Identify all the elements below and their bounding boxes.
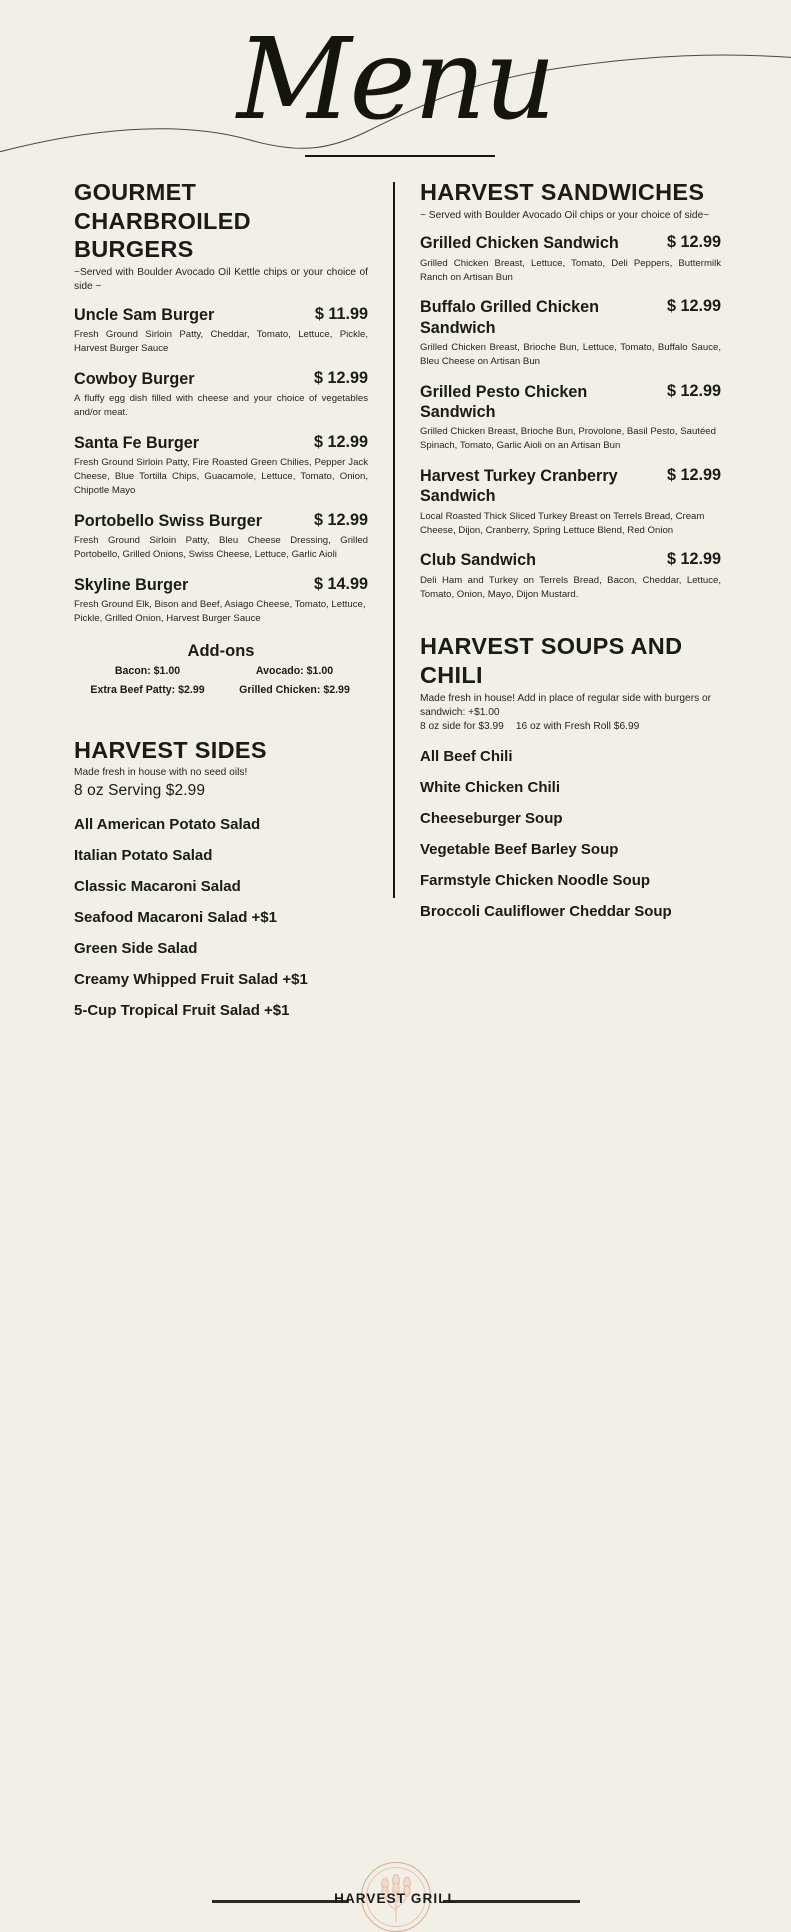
menu-item bbox=[420, 297, 721, 368]
list-item: Creamy Whipped Fruit Salad +$1 bbox=[74, 970, 308, 988]
title-underline bbox=[305, 155, 495, 157]
menu-item-description: Fresh Ground Sirloin Patty, Bleu Cheese Dressing, Grilled Portobello, Grilled Onions, Swiss Cheese, Lettuce, Garlic Aioli bbox=[74, 534, 368, 560]
menu-item-price: $ 12.99 bbox=[313, 432, 368, 451]
menu-item bbox=[420, 382, 721, 453]
menu-item-name: Grilled Pesto Chicken Sandwich bbox=[420, 382, 588, 422]
menu-item-name: Cowboy Burger bbox=[74, 369, 195, 388]
menu-item-name: Buffalo Grilled Chicken Sandwich bbox=[420, 298, 599, 337]
list-item: Italian Potato Salad bbox=[74, 846, 213, 864]
menu-item-price: $ 12.99 bbox=[666, 466, 721, 485]
addon-item: Bacon: $1.00 bbox=[114, 664, 181, 677]
sides-serving-price: 8 oz Serving $2.99 bbox=[74, 781, 206, 799]
menu-item-description: Fresh Ground Sirloin Patty, Cheddar, Tomato, Lettuce, Pickle, Harvest Burger Sauce bbox=[74, 328, 368, 354]
soup-price-small: 8 oz side for $3.99 bbox=[420, 721, 504, 733]
menu-item-head bbox=[74, 369, 368, 389]
spacer bbox=[74, 696, 368, 736]
right-column bbox=[394, 178, 791, 1033]
menu-item-price: $ 12.99 bbox=[666, 297, 721, 316]
menu-item bbox=[420, 233, 721, 284]
menu-item-description: Deli Ham and Turkey on Terrels Bread, Bacon, Cheddar, Lettuce, Tomato, Onion, Mayo, Dijon Mustard. bbox=[420, 574, 721, 600]
page-title: Menu bbox=[236, 15, 555, 145]
menu-item bbox=[74, 305, 368, 356]
brand-name: HARVEST GRILL bbox=[334, 1891, 457, 1906]
list-item: Farmstyle Chicken Noodle Soup bbox=[420, 872, 651, 890]
addon-item: Extra Beef Patty: $2.99 bbox=[90, 683, 205, 696]
page-header bbox=[0, 0, 791, 178]
menu-item-head bbox=[420, 466, 721, 507]
addons-grid bbox=[74, 665, 368, 696]
section-title-sandwiches: HARVEST SANDWICHES bbox=[420, 179, 705, 205]
menu-item-description: Fresh Ground Sirloin Patty, Fire Roasted Green Chilies, Pepper Jack Cheese, Blue Tortilla Chips, Guacamole, Lettuce, Tomato, Onion, Chipotle Mayo bbox=[74, 456, 368, 496]
menu-item-description: Grilled Chicken Breast, Lettuce, Tomato, Deli Peppers, Buttermilk Ranch on Artisan Bun bbox=[420, 257, 721, 283]
menu-item bbox=[420, 466, 721, 537]
menu-item-head bbox=[74, 511, 368, 531]
menu-item-price: $ 12.99 bbox=[666, 233, 721, 252]
menu-item-description: Grilled Chicken Breast, Brioche Bun, Lettuce, Tomato, Buffalo Sauce, Bleu Cheese on Artisan Bun bbox=[420, 341, 721, 367]
addon-item: Grilled Chicken: $2.99 bbox=[239, 683, 350, 696]
menu-item bbox=[420, 550, 721, 601]
section-title-sides: HARVEST SIDES bbox=[74, 736, 267, 763]
menu-item-head bbox=[74, 575, 368, 595]
section-note-burgers: ~Served with Boulder Avocado Oil Kettle chips or your choice of side ~ bbox=[74, 266, 368, 292]
list-item: 5-Cup Tropical Fruit Salad +$1 bbox=[74, 1001, 290, 1019]
list-item: Vegetable Beef Barley Soup bbox=[420, 841, 619, 859]
menu-item-head bbox=[420, 382, 721, 423]
soup-price-row bbox=[420, 721, 721, 732]
addon-item: Avocado: $1.00 bbox=[255, 664, 334, 677]
page-footer bbox=[0, 930, 791, 1906]
menu-item-head bbox=[420, 297, 721, 338]
menu-item-price: $ 12.99 bbox=[666, 550, 721, 569]
menu-item-name: Uncle Sam Burger bbox=[74, 305, 215, 324]
list-item: Cheeseburger Soup bbox=[420, 810, 563, 828]
list-item: Green Side Salad bbox=[74, 939, 198, 957]
list-item: Classic Macaroni Salad bbox=[74, 877, 241, 895]
menu-item-price: $ 14.99 bbox=[313, 574, 368, 593]
list-item: Seafood Macaroni Salad +$1 bbox=[74, 908, 277, 926]
menu-item-name: Harvest Turkey Cranberry Sandwich bbox=[420, 467, 618, 506]
soups-list bbox=[420, 748, 721, 921]
menu-item-description: A fluffy egg dish filled with cheese and your choice of vegetables and/or meat. bbox=[74, 392, 368, 418]
menu-item bbox=[74, 369, 368, 420]
addons-section bbox=[74, 642, 368, 696]
menu-item-head bbox=[420, 233, 721, 253]
menu-item-head bbox=[74, 305, 368, 325]
section-title-burgers: GOURMET CHARBROILED BURGERS bbox=[74, 179, 251, 263]
menu-item-price: $ 12.99 bbox=[313, 368, 368, 387]
menu-item-price: $ 12.99 bbox=[666, 381, 721, 400]
left-column bbox=[0, 178, 394, 1033]
section-title-soups: HARVEST SOUPS AND CHILI bbox=[420, 633, 683, 689]
menu-item-price: $ 12.99 bbox=[313, 510, 368, 529]
menu-item-name: Portobello Swiss Burger bbox=[74, 511, 262, 530]
list-item: White Chicken Chili bbox=[420, 779, 561, 797]
menu-item bbox=[74, 511, 368, 562]
menu-item-description: Grilled Chicken Breast, Brioche Bun, Provolone, Basil Pesto, Sautéed Spinach, Tomato, Garlic Aioli on an Artisan Bun bbox=[420, 426, 716, 452]
menu-item-description: Local Roasted Thick Sliced Turkey Breast on Terrels Bread, Cream Cheese, Dijon, Cranberry, Spring Lettuce Blend, Red Onion bbox=[420, 510, 705, 536]
list-item: All Beef Chili bbox=[420, 748, 513, 766]
spacer bbox=[420, 601, 721, 632]
menu-item bbox=[74, 433, 368, 498]
menu-item-price: $ 11.99 bbox=[314, 304, 368, 323]
list-item: Broccoli Cauliflower Cheddar Soup bbox=[420, 903, 672, 921]
section-note-soups: Made fresh in house! Add in place of regular side with burgers or sandwich: +$1.00 bbox=[420, 692, 712, 719]
section-note-sandwiches: ~ Served with Boulder Avocado Oil chips or your choice of side~ bbox=[420, 209, 710, 221]
menu-item-head bbox=[74, 433, 368, 453]
menu-item-head bbox=[420, 550, 721, 570]
list-item: All American Potato Salad bbox=[74, 815, 261, 833]
menu-item-description: Fresh Ground Elk, Bison and Beef, Asiago Cheese, Tomato, Lettuce, Pickle, Grilled Onion, Harvest Burger Sauce bbox=[74, 598, 366, 624]
menu-item-name: Grilled Chicken Sandwich bbox=[420, 234, 619, 253]
menu-item bbox=[74, 575, 368, 626]
soup-price-large: 16 oz with Fresh Roll $6.99 bbox=[515, 721, 640, 733]
menu-item-name: Club Sandwich bbox=[420, 551, 537, 570]
addons-title: Add-ons bbox=[187, 641, 255, 660]
menu-item-name: Skyline Burger bbox=[74, 575, 189, 594]
section-note-sides: Made fresh in house with no seed oils! bbox=[74, 767, 248, 779]
menu-columns bbox=[0, 178, 791, 1033]
menu-item-name: Santa Fe Burger bbox=[74, 433, 200, 452]
